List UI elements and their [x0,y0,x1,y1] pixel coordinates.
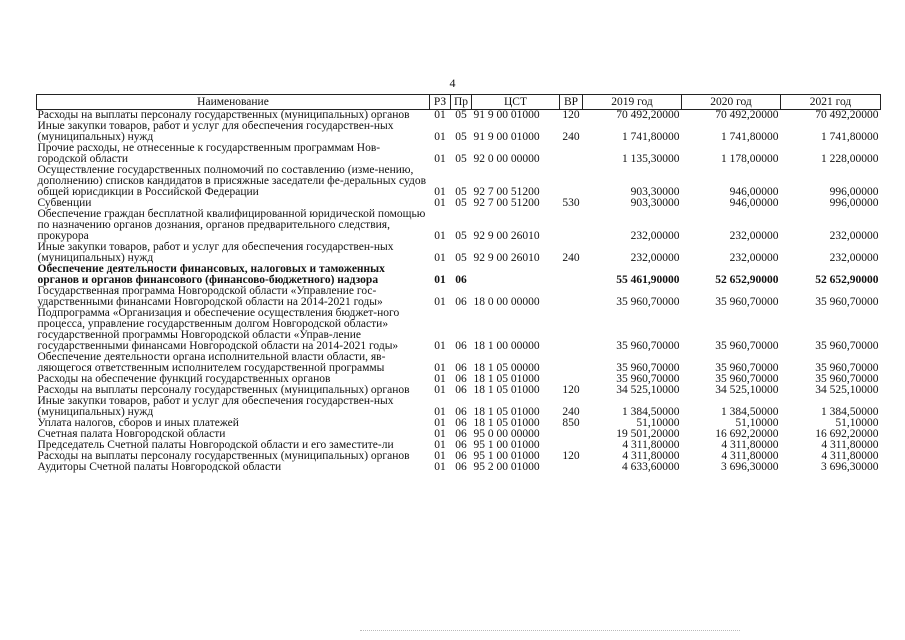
row-2020: 946,00000 [729,197,779,209]
row-2020: 70 492,20000 [715,109,779,121]
row-2019: 4 633,60000 [622,461,680,473]
row-rz: 01 [434,417,446,429]
row-name: Счетная палата Новгородской области [37,428,226,440]
row-vr [560,209,583,242]
row-2019: 1 135,30000 [622,153,680,165]
row-cst: 18 1 05 01000 [473,417,540,429]
row-rz: 01 [434,340,446,352]
row-vr [560,165,583,198]
row-vr: 120 [562,384,580,396]
row-vr: 530 [562,197,580,209]
header-2021: 2021 год [781,95,881,110]
row-2020: 1 741,80000 [721,131,779,143]
row-vr: 120 [562,450,580,462]
row-2020: 52 652,90000 [715,274,779,286]
row-rz: 01 [434,186,446,198]
row-pr: 06 [455,296,467,308]
row-2021: 996,00000 [829,197,879,209]
row-2021: 35 960,70000 [815,296,879,308]
row-2021: 996,00000 [829,186,879,198]
row-2020: 232,00000 [729,230,779,242]
header-2019: 2019 год [583,95,682,110]
row-name: Иные закупки товаров, работ и услуг для обеспечения государствен-ных (муниципальных) нужд [37,120,394,143]
row-pr: 05 [455,197,467,209]
table-header-row [37,95,881,110]
row-2020: 1 384,50000 [721,406,779,418]
row-2021: 34 525,10000 [815,384,879,396]
row-2019: 35 960,70000 [616,296,680,308]
row-2019: 19 501,20000 [616,428,680,440]
row-cst: 91 9 00 01000 [473,109,540,121]
row-pr: 06 [455,417,467,429]
table-row [37,242,881,264]
table-row [37,396,881,418]
row-2021: 35 960,70000 [815,340,879,352]
row-2019: 4 311,80000 [622,450,680,462]
row-2021: 232,00000 [829,252,879,264]
row-pr: 05 [455,131,467,143]
header-cst: ЦСТ [472,95,560,110]
header-vr: ВР [560,95,583,110]
row-rz: 01 [434,197,446,209]
row-2019: 903,30000 [630,197,680,209]
row-2019: 34 525,10000 [616,384,680,396]
row-name: Иные закупки товаров, работ и услуг для обеспечения государствен-ных (муниципальных) нужд [37,241,394,264]
row-name: Аудиторы Счетной палаты Новгородской области [37,461,282,473]
row-name: Подпрограмма «Организация и обеспечение осуществления бюджет-ного процесса, управление государственным долгом Новгородской области» государственной программы Новгородской области «Управ-ление государственными финансами Новгородской области на 2014-2021 годы» [37,307,400,352]
row-rz: 01 [434,109,446,121]
row-vr [560,429,583,440]
row-vr: 240 [562,252,580,264]
table-row [37,308,881,352]
row-2020: 232,00000 [729,252,779,264]
row-2021: 3 696,30000 [821,461,879,473]
row-2019: 232,00000 [630,230,680,242]
row-2020: 4 311,80000 [721,450,779,462]
row-2019: 51,10000 [636,417,680,429]
row-2021: 1 228,00000 [821,153,879,165]
row-2020: 51,10000 [735,417,779,429]
row-vr: 240 [562,131,580,143]
row-2021: 51,10000 [835,417,879,429]
table-body [37,110,881,474]
row-2019: 35 960,70000 [616,340,680,352]
row-name: Обеспечение деятельности финансовых, налоговых и таможенных органов и органов финансового (финансово-бюджетного) надзора [37,263,385,286]
row-2020: 4 311,80000 [721,439,779,451]
row-name: Прочие расходы, не отнесенные к государственным программам Нов-городской области [37,142,381,165]
row-pr: 05 [455,153,467,165]
row-cst: 18 1 05 00000 [473,362,540,374]
table-row [37,209,881,242]
row-2019: 70 492,20000 [616,109,680,121]
table-row [37,121,881,143]
row-vr [560,352,583,374]
row-vr [560,308,583,352]
row-name: Председатель Счетной палаты Новгородской области и его заместите-ли [37,439,394,451]
row-2021: 16 692,20000 [815,428,879,440]
row-pr: 06 [455,362,467,374]
row-2021: 70 492,20000 [815,109,879,121]
row-2020: 3 696,30000 [721,461,779,473]
row-vr [560,462,583,473]
row-2019: 4 311,80000 [622,439,680,451]
row-rz: 01 [434,296,446,308]
row-cst: 95 1 00 01000 [473,450,540,462]
row-cst: 18 0 00 00000 [473,296,540,308]
header-2020: 2020 год [682,95,781,110]
row-cst: 92 9 00 26010 [473,252,540,264]
table-row [37,286,881,308]
page-number: 4 [449,76,456,90]
row-cst: 91 9 00 01000 [473,131,540,143]
row-rz: 01 [434,406,446,418]
row-name: Расходы на выплаты персоналу государственных (муниципальных) органов [37,384,410,396]
row-name: Расходы на выплаты персоналу государственных (муниципальных) органов [37,109,410,121]
row-pr: 06 [455,373,467,385]
row-rz: 01 [434,450,446,462]
row-cst: 92 9 00 26010 [473,230,540,242]
row-pr: 06 [455,428,467,440]
row-name: Расходы на выплаты персоналу государственных (муниципальных) органов [37,450,410,462]
row-cst: 18 1 05 01000 [473,373,540,385]
row-2020: 16 692,20000 [715,428,779,440]
row-2020: 1 178,00000 [721,153,779,165]
header-pr: Пр [451,95,472,110]
row-name: Государственная программа Новгородской области «Управление гос-ударственными финансами Новгородской области на 2014-2021 годы» [37,285,383,308]
row-rz: 01 [434,439,446,451]
row-2021: 35 960,70000 [815,362,879,374]
row-vr: 240 [562,406,580,418]
row-cst: 92 7 00 51200 [473,186,540,198]
row-pr: 06 [455,450,467,462]
row-cst: 18 1 05 01000 [473,406,540,418]
row-rz: 01 [434,428,446,440]
row-cst [472,264,560,286]
table-row [37,462,881,473]
row-2021: 232,00000 [829,230,879,242]
row-vr: 850 [562,417,580,429]
row-pr: 06 [455,274,467,286]
row-2020: 35 960,70000 [715,373,779,385]
row-2019: 35 960,70000 [616,373,680,385]
table-row [37,165,881,198]
scan-artifact [360,630,740,632]
row-pr: 05 [455,186,467,198]
row-pr: 05 [455,109,467,121]
row-2020: 946,00000 [729,186,779,198]
header-name: Наименование [37,95,430,110]
row-2019: 55 461,90000 [616,274,680,286]
row-pr: 06 [455,439,467,451]
row-2019: 1 741,80000 [622,131,680,143]
row-rz: 01 [434,461,446,473]
row-2021: 52 652,90000 [815,274,879,286]
row-pr: 06 [455,461,467,473]
row-2019: 903,30000 [630,186,680,198]
row-2020: 34 525,10000 [715,384,779,396]
row-cst: 18 1 05 01000 [473,384,540,396]
table-row [37,143,881,165]
row-2021: 4 311,80000 [821,450,879,462]
row-name: Иные закупки товаров, работ и услуг для обеспечения государствен-ных (муниципальных) нужд [37,395,394,418]
row-vr: 120 [562,109,580,121]
row-rz: 01 [434,153,446,165]
row-vr [560,286,583,308]
budget-table [36,94,881,473]
row-2021: 1 384,50000 [821,406,879,418]
row-rz: 01 [434,384,446,396]
row-2020: 35 960,70000 [715,340,779,352]
row-pr: 06 [455,384,467,396]
row-cst: 18 1 00 00000 [473,340,540,352]
row-cst: 95 2 00 01000 [473,461,540,473]
row-vr [560,264,583,286]
row-rz: 01 [434,274,446,286]
header-rz: РЗ [430,95,451,110]
row-name: Уплата налогов, сборов и иных платежей [37,417,239,429]
row-pr: 06 [455,406,467,418]
row-2019: 232,00000 [630,252,680,264]
row-name: Обеспечение деятельности органа исполнительной власти области, яв-ляющегося ответственным исполнителем государственной программы [37,351,386,374]
row-rz: 01 [434,131,446,143]
row-cst: 92 7 00 51200 [473,197,540,209]
row-pr: 05 [455,252,467,264]
row-2021: 1 741,80000 [821,131,879,143]
row-2020: 35 960,70000 [715,362,779,374]
table-row [37,352,881,374]
row-2019: 35 960,70000 [616,362,680,374]
row-cst: 95 1 00 01000 [473,439,540,451]
row-name: Обеспечение граждан бесплатной квалифицированной юридической помощью по назначению органов дознания, органов предварительного следствия, прокурора [37,208,426,242]
row-rz: 01 [434,230,446,242]
row-pr: 05 [455,230,467,242]
row-rz: 01 [434,252,446,264]
table-row [37,264,881,286]
row-2021: 4 311,80000 [821,439,879,451]
row-rz: 01 [434,362,446,374]
row-2020: 35 960,70000 [715,296,779,308]
row-name: Субвенции [37,197,92,209]
row-2021: 35 960,70000 [815,373,879,385]
row-vr [560,143,583,165]
row-name: Осуществление государственных полномочий по составлению (изме-нению, дополнению) списков кандидатов в присяжные заседатели фе-деральных судов общей юрисдикции в Российской Федерации [37,164,427,198]
row-cst: 95 0 00 00000 [473,428,540,440]
row-cst: 92 0 00 00000 [473,153,540,165]
row-name: Расходы на обеспечение функций государственных органов [37,373,331,385]
row-2019: 1 384,50000 [622,406,680,418]
row-rz: 01 [434,373,446,385]
row-pr: 06 [455,340,467,352]
